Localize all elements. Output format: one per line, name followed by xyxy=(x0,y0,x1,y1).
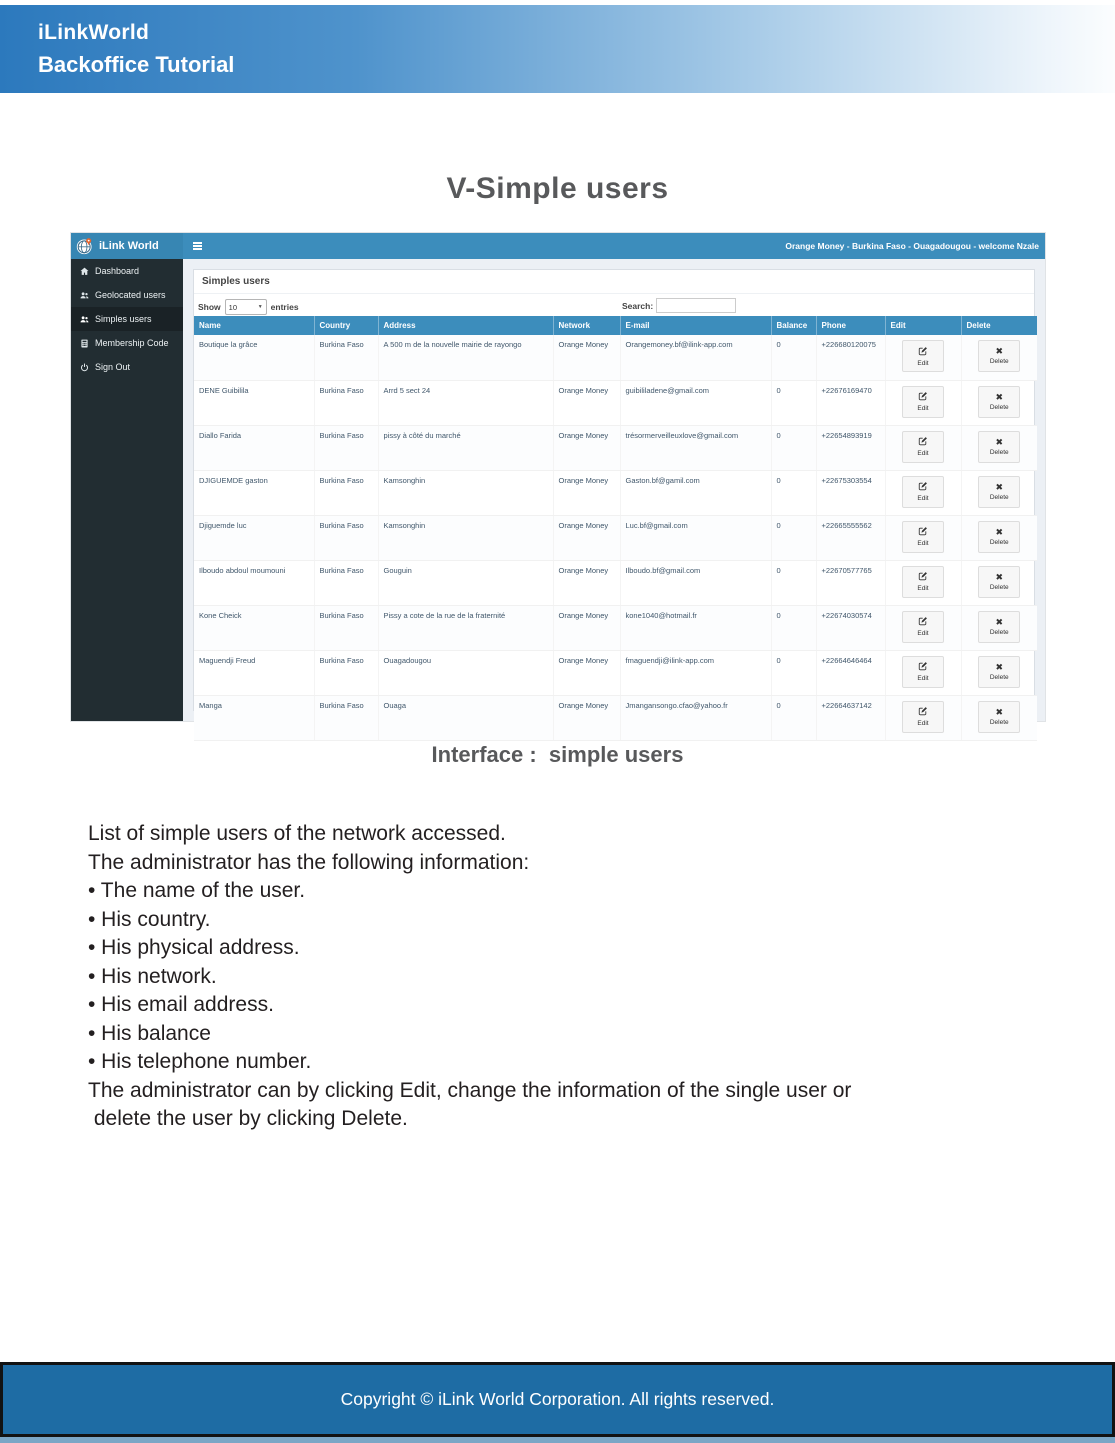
edit-button-label: Edit xyxy=(917,540,929,547)
cell-network: Orange Money xyxy=(553,560,620,605)
body-text-line: • His balance xyxy=(88,1021,211,1045)
cell-name: Manga xyxy=(194,695,314,740)
sidebar-item-label: Simples users xyxy=(95,314,152,324)
entries-select-value: 10 xyxy=(228,302,238,312)
cell-address: Ouagadougou xyxy=(378,650,553,695)
cell-name: Diallo Farida xyxy=(194,425,314,470)
delete-button-label: Delete xyxy=(989,448,1009,456)
cell-phone: +22665555562 xyxy=(816,515,885,560)
delete-x-icon: ✖ xyxy=(995,436,1004,447)
delete-button-label: Delete xyxy=(989,628,1009,636)
edit-icon xyxy=(918,616,928,628)
cell-edit xyxy=(885,560,961,605)
cell-edit xyxy=(885,650,961,695)
cell-balance: 0 xyxy=(771,695,816,740)
brand-title: iLinkWorld xyxy=(38,21,150,44)
table-row xyxy=(194,380,1037,425)
hamburger-icon xyxy=(193,242,202,244)
table-row xyxy=(194,425,1037,470)
edit-button-label: Edit xyxy=(917,585,929,592)
cell-network: Orange Money xyxy=(553,470,620,515)
delete-x-icon: ✖ xyxy=(995,706,1004,717)
cell-phone: +22676169470 xyxy=(816,380,885,425)
cell-address: Arrd 5 sect 24 xyxy=(378,380,553,425)
search-input[interactable] xyxy=(656,298,736,313)
col-delete: Delete xyxy=(961,316,1037,335)
top-navbar xyxy=(71,233,1045,259)
cell-delete xyxy=(961,695,1037,740)
cell-balance: 0 xyxy=(771,335,816,380)
delete-button[interactable] xyxy=(978,701,1020,733)
delete-button-label: Delete xyxy=(989,403,1009,411)
delete-button-label: Delete xyxy=(989,718,1009,726)
cell-name: Maguendji Freud xyxy=(194,650,314,695)
page-title: V-Simple users xyxy=(446,172,669,205)
delete-button-label: Delete xyxy=(989,538,1009,546)
footer-accent-strip xyxy=(0,1437,1115,1443)
edit-button[interactable] xyxy=(902,566,944,598)
cell-edit xyxy=(885,695,961,740)
cell-network: Orange Money xyxy=(553,335,620,380)
delete-button-label: Delete xyxy=(989,493,1009,501)
cell-address: Kamsonghin xyxy=(378,470,553,515)
users-table-body xyxy=(194,335,1037,740)
cell-network: Orange Money xyxy=(553,695,620,740)
cell-name: Ilboudo abdoul moumouni xyxy=(194,560,314,605)
delete-button[interactable] xyxy=(978,340,1020,372)
delete-button-label: Delete xyxy=(989,583,1009,591)
delete-button-label: Delete xyxy=(989,358,1009,365)
users-table xyxy=(194,316,1037,741)
cell-phone: +22664646464 xyxy=(816,650,885,695)
edit-button[interactable] xyxy=(902,701,944,733)
globe-pin-icon xyxy=(76,237,94,255)
cell-country: Burkina Faso xyxy=(314,425,378,470)
edit-button[interactable] xyxy=(902,656,944,688)
cell-delete xyxy=(961,335,1037,380)
edit-button-label: Edit xyxy=(917,495,929,502)
cell-balance: 0 xyxy=(771,380,816,425)
edit-button-label: Edit xyxy=(917,720,929,727)
cell-address: Pissy a cote de la rue de la fraternité xyxy=(378,605,553,650)
table-row xyxy=(194,650,1037,695)
edit-button-label: Edit xyxy=(917,405,929,412)
cell-country: Burkina Faso xyxy=(314,515,378,560)
cell-country: Burkina Faso xyxy=(314,470,378,515)
users-icon xyxy=(80,291,89,300)
delete-button[interactable] xyxy=(978,521,1020,553)
cell-country: Burkina Faso xyxy=(314,560,378,605)
col-network[interactable]: Network xyxy=(553,316,620,335)
delete-button[interactable] xyxy=(978,611,1020,643)
table-toolbar xyxy=(194,294,1034,316)
cell-email: guibililadene@gmail.com xyxy=(620,380,771,425)
cell-balance: 0 xyxy=(771,515,816,560)
cell-email: Orangemoney.bf@ilink-app.com xyxy=(620,335,771,380)
calculator-icon xyxy=(80,339,89,348)
document-subtitle: Backoffice Tutorial xyxy=(38,52,235,77)
cell-country: Burkina Faso xyxy=(314,695,378,740)
body-text-line: delete the user by clicking Delete. xyxy=(88,1107,408,1130)
edit-icon xyxy=(918,661,928,673)
cell-address: pissy à côté du marché xyxy=(378,425,553,470)
cell-phone: +226680120075 xyxy=(816,335,885,380)
body-text-line: The administrator can by clicking Edit, change the information of the single user or xyxy=(88,1078,852,1102)
cell-name: Djiguemde luc xyxy=(194,515,314,560)
home-icon xyxy=(80,267,89,276)
cell-balance: 0 xyxy=(771,470,816,515)
cell-address: Kamsonghin xyxy=(378,515,553,560)
col-address[interactable]: Address xyxy=(378,316,553,335)
cell-phone: +22670577765 xyxy=(816,560,885,605)
edit-button[interactable] xyxy=(902,386,944,418)
body-text-line: The administrator has the following information: xyxy=(88,850,530,874)
table-header-row xyxy=(194,316,1037,335)
body-text-line: • His telephone number. xyxy=(88,1050,312,1073)
table-row xyxy=(194,560,1037,605)
sidebar-item-label: Sign Out xyxy=(95,362,131,372)
sidebar-item-label: Dashboard xyxy=(95,266,140,276)
cell-delete xyxy=(961,605,1037,650)
cell-delete xyxy=(961,470,1037,515)
cell-email: kone1040@hotmail.fr xyxy=(620,605,771,650)
cell-name: DJIGUEMDE gaston xyxy=(194,470,314,515)
cell-name: Kone Cheick xyxy=(194,605,314,650)
cell-network: Orange Money xyxy=(553,605,620,650)
table-row xyxy=(194,515,1037,560)
power-icon xyxy=(80,363,89,372)
users-icon xyxy=(80,315,89,324)
table-row xyxy=(194,470,1037,515)
edit-button-label: Edit xyxy=(917,359,929,367)
edit-icon xyxy=(918,481,928,493)
cell-balance: 0 xyxy=(771,605,816,650)
body-text-line: • His physical address. xyxy=(88,936,300,959)
cell-edit xyxy=(885,335,961,380)
edit-button-label: Edit xyxy=(917,450,929,457)
cell-balance: 0 xyxy=(771,425,816,470)
cell-email: Luc.bf@gmail.com xyxy=(620,515,771,560)
cell-delete xyxy=(961,560,1037,605)
sidebar-item-label: Geolocated users xyxy=(95,290,166,300)
delete-button[interactable] xyxy=(978,476,1020,508)
edit-icon xyxy=(918,346,928,358)
cell-name: Boutique la grâce xyxy=(194,335,314,380)
cell-email: Gaston.bf@gamil.com xyxy=(620,470,771,515)
cell-edit xyxy=(885,425,961,470)
edit-icon xyxy=(918,436,928,448)
search-label: Search: xyxy=(622,300,654,311)
body-text-line: • His email address. xyxy=(88,993,274,1016)
delete-button-label: Delete xyxy=(989,673,1009,681)
search-group xyxy=(622,298,736,313)
delete-button[interactable] xyxy=(978,656,1020,688)
app-logo[interactable] xyxy=(71,233,183,259)
cell-phone: +22664637142 xyxy=(816,695,885,740)
delete-x-icon: ✖ xyxy=(995,526,1004,537)
cell-balance: 0 xyxy=(771,560,816,605)
app-screenshot xyxy=(70,232,1046,727)
cell-address: A 500 m de la nouvelle mairie de rayongo xyxy=(378,335,553,380)
body-text-line: • His network. xyxy=(88,964,217,988)
cell-edit xyxy=(885,380,961,425)
cell-email: trésormerveilleuxlove@gmail.com xyxy=(620,425,771,470)
cell-address: Gouguin xyxy=(378,560,553,605)
sidebar-item-simples-users[interactable] xyxy=(71,307,183,331)
edit-button-label: Edit xyxy=(917,675,929,682)
figure-caption: Interface : simple users xyxy=(431,742,684,767)
cell-network: Orange Money xyxy=(553,425,620,470)
col-edit: Edit xyxy=(885,316,961,335)
table-row xyxy=(194,335,1037,380)
delete-x-icon: ✖ xyxy=(995,616,1004,627)
topbar-user-info: Orange Money - Burkina Faso - Ouagadougou - welcome Nzale xyxy=(785,241,1039,251)
edit-icon xyxy=(918,391,928,403)
col-balance[interactable]: Balance xyxy=(771,316,816,335)
sidebar-item-membership-code[interactable] xyxy=(71,331,183,355)
edit-button[interactable] xyxy=(902,611,944,643)
cell-network: Orange Money xyxy=(553,650,620,695)
table-row xyxy=(194,605,1037,650)
edit-icon xyxy=(918,526,928,538)
cell-address: Ouaga xyxy=(378,695,553,740)
cell-phone: +22675303554 xyxy=(816,470,885,515)
body-text-line: List of simple users of the network accessed. xyxy=(88,822,506,845)
copyright-text: Copyright © iLink World Corporation. All rights reserved. xyxy=(340,1389,775,1409)
cell-edit xyxy=(885,515,961,560)
cell-network: Orange Money xyxy=(553,515,620,560)
cell-country: Burkina Faso xyxy=(314,650,378,695)
cell-phone: +22654893919 xyxy=(816,425,885,470)
edit-icon xyxy=(918,706,928,718)
delete-x-icon: ✖ xyxy=(995,661,1004,672)
sidebar-item-geolocated-users[interactable] xyxy=(71,283,183,307)
cell-country: Burkina Faso xyxy=(314,335,378,380)
edit-button[interactable] xyxy=(902,476,944,508)
simples-users-panel xyxy=(193,269,1035,727)
sidebar-item-dashboard[interactable] xyxy=(71,259,183,283)
delete-button[interactable] xyxy=(978,386,1020,418)
cell-balance: 0 xyxy=(771,650,816,695)
delete-x-icon: ✖ xyxy=(995,571,1004,582)
edit-button[interactable] xyxy=(902,431,944,463)
cell-phone: +22674030574 xyxy=(816,605,885,650)
show-label: Show xyxy=(198,302,221,312)
sidebar-toggle-button[interactable] xyxy=(183,233,211,259)
cell-delete xyxy=(961,515,1037,560)
sidebar-item-label: Membership Code xyxy=(95,338,169,348)
col-country[interactable]: Country xyxy=(314,316,378,335)
edit-button-label: Edit xyxy=(917,630,929,637)
delete-x-icon: ✖ xyxy=(995,346,1004,356)
content-area xyxy=(183,259,1045,727)
cell-delete xyxy=(961,650,1037,695)
col-phone[interactable]: Phone xyxy=(816,316,885,335)
cell-email: fmaguendji@ilink-app.com xyxy=(620,650,771,695)
app-brand-name: iLink World xyxy=(99,240,159,252)
cell-edit xyxy=(885,470,961,515)
cell-country: Burkina Faso xyxy=(314,380,378,425)
delete-x-icon: ✖ xyxy=(995,391,1004,402)
document-header-banner xyxy=(0,5,1115,93)
delete-x-icon: ✖ xyxy=(995,481,1004,492)
col-email[interactable]: E-mail xyxy=(620,316,771,335)
cell-edit xyxy=(885,605,961,650)
cell-delete xyxy=(961,425,1037,470)
panel-title: Simples users xyxy=(194,270,1034,294)
edit-button[interactable] xyxy=(902,521,944,553)
body-text-line: • The name of the user. xyxy=(88,879,306,902)
edit-button[interactable] xyxy=(902,340,944,372)
entries-select[interactable] xyxy=(225,299,267,315)
sidebar-item-sign-out[interactable] xyxy=(71,355,183,379)
cell-name: DENE Guibilila xyxy=(194,380,314,425)
cell-network: Orange Money xyxy=(553,380,620,425)
delete-button[interactable] xyxy=(978,431,1020,463)
cell-email: Ilboudo.bf@gmail.com xyxy=(620,560,771,605)
delete-button[interactable] xyxy=(978,566,1020,598)
edit-icon xyxy=(918,571,928,583)
cell-delete xyxy=(961,380,1037,425)
table-row xyxy=(194,695,1037,740)
cell-country: Burkina Faso xyxy=(314,605,378,650)
footer-bar xyxy=(0,1362,1115,1437)
body-text xyxy=(88,820,851,1134)
col-name[interactable]: Name xyxy=(194,316,314,335)
cell-email: Jmangansongo.cfao@yahoo.fr xyxy=(620,695,771,740)
chevron-down-icon: ▼ xyxy=(257,304,263,310)
body-text-line: • His country. xyxy=(88,907,211,931)
entries-label: entries xyxy=(270,302,299,312)
sidebar xyxy=(71,259,183,721)
